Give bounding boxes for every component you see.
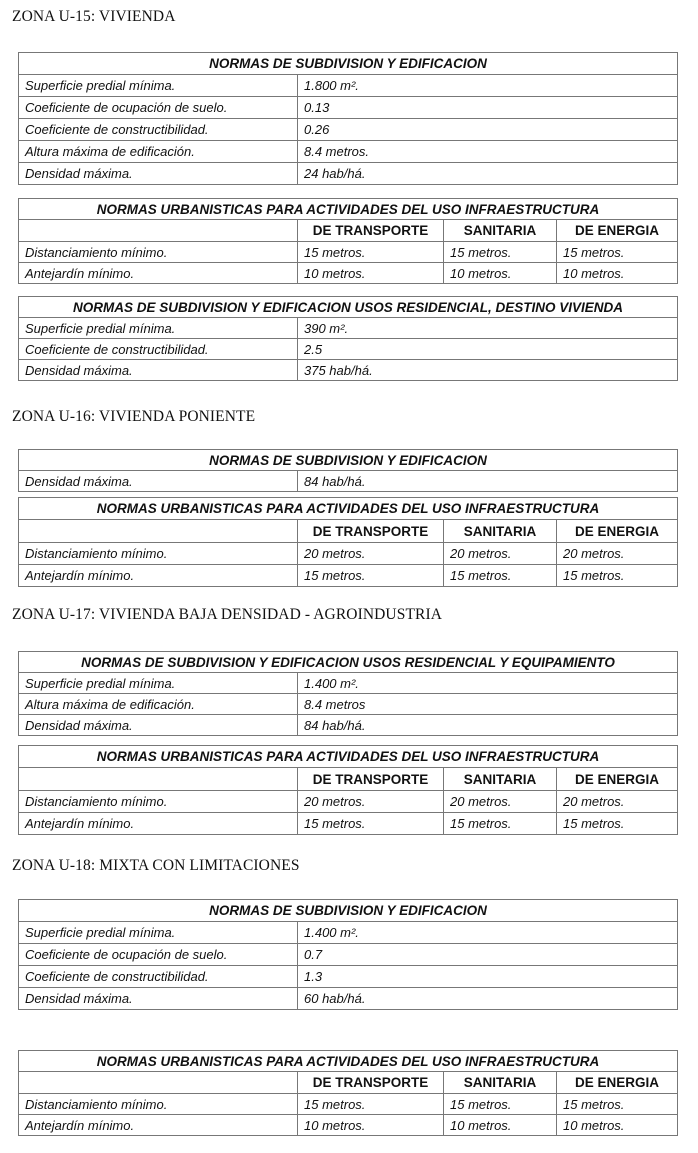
row-value: 1.3 bbox=[298, 966, 678, 988]
row-value: 84 hab/há. bbox=[298, 715, 678, 736]
table-row bbox=[19, 694, 678, 715]
norms-table bbox=[18, 296, 678, 381]
column-header: DE ENERGIA bbox=[557, 768, 678, 791]
row-label: Coeficiente de ocupación de suelo. bbox=[19, 944, 298, 966]
row-value: 15 metros. bbox=[557, 813, 678, 835]
row-label: Altura máxima de edificación. bbox=[19, 694, 298, 715]
zone-title: ZONA U-18: MIXTA CON LIMITACIONES bbox=[12, 857, 300, 874]
row-label: Coeficiente de constructibilidad. bbox=[19, 339, 298, 360]
table-row bbox=[19, 988, 678, 1010]
row-label: Antejardín mínimo. bbox=[19, 813, 298, 835]
row-value: 15 metros. bbox=[444, 813, 557, 835]
column-header: DE ENERGIA bbox=[557, 1072, 678, 1094]
row-value: 10 metros. bbox=[557, 263, 678, 284]
column-header: DE ENERGIA bbox=[557, 220, 678, 242]
row-value: 10 metros. bbox=[444, 1115, 557, 1136]
table-row bbox=[19, 565, 678, 587]
column-header: DE ENERGIA bbox=[557, 520, 678, 543]
zone-title: ZONA U-15: VIVIENDA bbox=[12, 8, 176, 25]
table-row bbox=[19, 119, 678, 141]
column-header: SANITARIA bbox=[444, 768, 557, 791]
row-value: 20 metros. bbox=[298, 791, 444, 813]
row-value: 8.4 metros bbox=[298, 694, 678, 715]
infrastructure-table bbox=[18, 745, 678, 835]
row-value: 10 metros. bbox=[444, 263, 557, 284]
table-header: NORMAS DE SUBDIVISION Y EDIFICACION USOS RESIDENCIAL Y EQUIPAMIENTO bbox=[19, 652, 678, 673]
row-value: 20 metros. bbox=[444, 791, 557, 813]
table-row bbox=[19, 339, 678, 360]
table-row bbox=[19, 318, 678, 339]
row-value: 10 metros. bbox=[298, 1115, 444, 1136]
norms-table bbox=[18, 52, 678, 185]
row-label: Distanciamiento mínimo. bbox=[19, 791, 298, 813]
row-value: 15 metros. bbox=[444, 565, 557, 587]
table-row bbox=[19, 813, 678, 835]
norms-table bbox=[18, 899, 678, 1010]
zone-title: ZONA U-16: VIVIENDA PONIENTE bbox=[12, 408, 256, 425]
row-label: Coeficiente de ocupación de suelo. bbox=[19, 97, 298, 119]
row-label: Antejardín mínimo. bbox=[19, 263, 298, 284]
table-row bbox=[19, 360, 678, 381]
zone-title: ZONA U-17: VIVIENDA BAJA DENSIDAD - AGROINDUSTRIA bbox=[12, 606, 442, 623]
row-value: 2.5 bbox=[298, 339, 678, 360]
table-header: NORMAS DE SUBDIVISION Y EDIFICACION USOS RESIDENCIAL, DESTINO VIVIENDA bbox=[19, 297, 678, 318]
row-value: 1.400 m². bbox=[298, 673, 678, 694]
table-row bbox=[19, 1094, 678, 1115]
table-row bbox=[19, 944, 678, 966]
row-label: Densidad máxima. bbox=[19, 360, 298, 381]
table-header: NORMAS URBANISTICAS PARA ACTIVIDADES DEL USO INFRAESTRUCTURA bbox=[19, 498, 678, 520]
row-value: 15 metros. bbox=[557, 242, 678, 263]
table-row bbox=[19, 163, 678, 185]
table-row bbox=[19, 715, 678, 736]
column-header: DE TRANSPORTE bbox=[298, 220, 444, 242]
row-value: 15 metros. bbox=[298, 242, 444, 263]
table-header: NORMAS URBANISTICAS PARA ACTIVIDADES DEL USO INFRAESTRUCTURA bbox=[19, 1051, 678, 1072]
table-row bbox=[19, 471, 678, 492]
table-header: NORMAS DE SUBDIVISION Y EDIFICACION bbox=[19, 450, 678, 471]
row-value: 1.400 m². bbox=[298, 922, 678, 944]
empty-cell bbox=[19, 220, 298, 242]
table-row bbox=[19, 966, 678, 988]
infrastructure-table bbox=[18, 1050, 678, 1136]
row-value: 60 hab/há. bbox=[298, 988, 678, 1010]
infrastructure-table bbox=[18, 198, 678, 284]
row-label: Antejardín mínimo. bbox=[19, 1115, 298, 1136]
row-value: 390 m². bbox=[298, 318, 678, 339]
row-label: Superficie predial mínima. bbox=[19, 75, 298, 97]
column-header: SANITARIA bbox=[444, 520, 557, 543]
table-header: NORMAS DE SUBDIVISION Y EDIFICACION bbox=[19, 53, 678, 75]
row-value: 0.26 bbox=[298, 119, 678, 141]
row-value: 10 metros. bbox=[298, 263, 444, 284]
table-row bbox=[19, 791, 678, 813]
empty-cell bbox=[19, 768, 298, 791]
row-value: 24 hab/há. bbox=[298, 163, 678, 185]
row-label: Coeficiente de constructibilidad. bbox=[19, 119, 298, 141]
row-label: Densidad máxima. bbox=[19, 163, 298, 185]
row-value: 15 metros. bbox=[444, 242, 557, 263]
row-value: 15 metros. bbox=[444, 1094, 557, 1115]
table-row bbox=[19, 242, 678, 263]
column-header: DE TRANSPORTE bbox=[298, 520, 444, 543]
row-value: 20 metros. bbox=[444, 543, 557, 565]
row-value: 15 metros. bbox=[557, 565, 678, 587]
row-value: 375 hab/há. bbox=[298, 360, 678, 381]
column-header: DE TRANSPORTE bbox=[298, 1072, 444, 1094]
column-header: SANITARIA bbox=[444, 1072, 557, 1094]
table-header: NORMAS URBANISTICAS PARA ACTIVIDADES DEL USO INFRAESTRUCTURA bbox=[19, 746, 678, 768]
row-value: 20 metros. bbox=[298, 543, 444, 565]
row-value: 15 metros. bbox=[298, 1094, 444, 1115]
norms-table bbox=[18, 449, 678, 492]
column-header: SANITARIA bbox=[444, 220, 557, 242]
table-row bbox=[19, 1115, 678, 1136]
row-label: Superficie predial mínima. bbox=[19, 673, 298, 694]
row-value: 15 metros. bbox=[557, 1094, 678, 1115]
row-label: Densidad máxima. bbox=[19, 988, 298, 1010]
row-value: 0.7 bbox=[298, 944, 678, 966]
row-value: 8.4 metros. bbox=[298, 141, 678, 163]
table-row bbox=[19, 922, 678, 944]
row-label: Densidad máxima. bbox=[19, 715, 298, 736]
empty-cell bbox=[19, 520, 298, 543]
column-header: DE TRANSPORTE bbox=[298, 768, 444, 791]
table-row bbox=[19, 263, 678, 284]
row-label: Distanciamiento mínimo. bbox=[19, 543, 298, 565]
row-value: 15 metros. bbox=[298, 565, 444, 587]
row-value: 10 metros. bbox=[557, 1115, 678, 1136]
row-label: Densidad máxima. bbox=[19, 471, 298, 492]
row-label: Superficie predial mínima. bbox=[19, 318, 298, 339]
table-row bbox=[19, 75, 678, 97]
row-label: Distanciamiento mínimo. bbox=[19, 1094, 298, 1115]
table-row bbox=[19, 673, 678, 694]
row-label: Coeficiente de constructibilidad. bbox=[19, 966, 298, 988]
row-label: Altura máxima de edificación. bbox=[19, 141, 298, 163]
empty-cell bbox=[19, 1072, 298, 1094]
table-header: NORMAS DE SUBDIVISION Y EDIFICACION bbox=[19, 900, 678, 922]
row-value: 20 metros. bbox=[557, 791, 678, 813]
row-label: Superficie predial mínima. bbox=[19, 922, 298, 944]
infrastructure-table bbox=[18, 497, 678, 587]
table-row bbox=[19, 97, 678, 119]
table-row bbox=[19, 141, 678, 163]
row-value: 84 hab/há. bbox=[298, 471, 678, 492]
row-value: 20 metros. bbox=[557, 543, 678, 565]
row-label: Distanciamiento mínimo. bbox=[19, 242, 298, 263]
row-value: 1.800 m². bbox=[298, 75, 678, 97]
table-header: NORMAS URBANISTICAS PARA ACTIVIDADES DEL USO INFRAESTRUCTURA bbox=[19, 199, 678, 220]
row-value: 15 metros. bbox=[298, 813, 444, 835]
row-value: 0.13 bbox=[298, 97, 678, 119]
row-label: Antejardín mínimo. bbox=[19, 565, 298, 587]
table-row bbox=[19, 543, 678, 565]
norms-table bbox=[18, 651, 678, 736]
